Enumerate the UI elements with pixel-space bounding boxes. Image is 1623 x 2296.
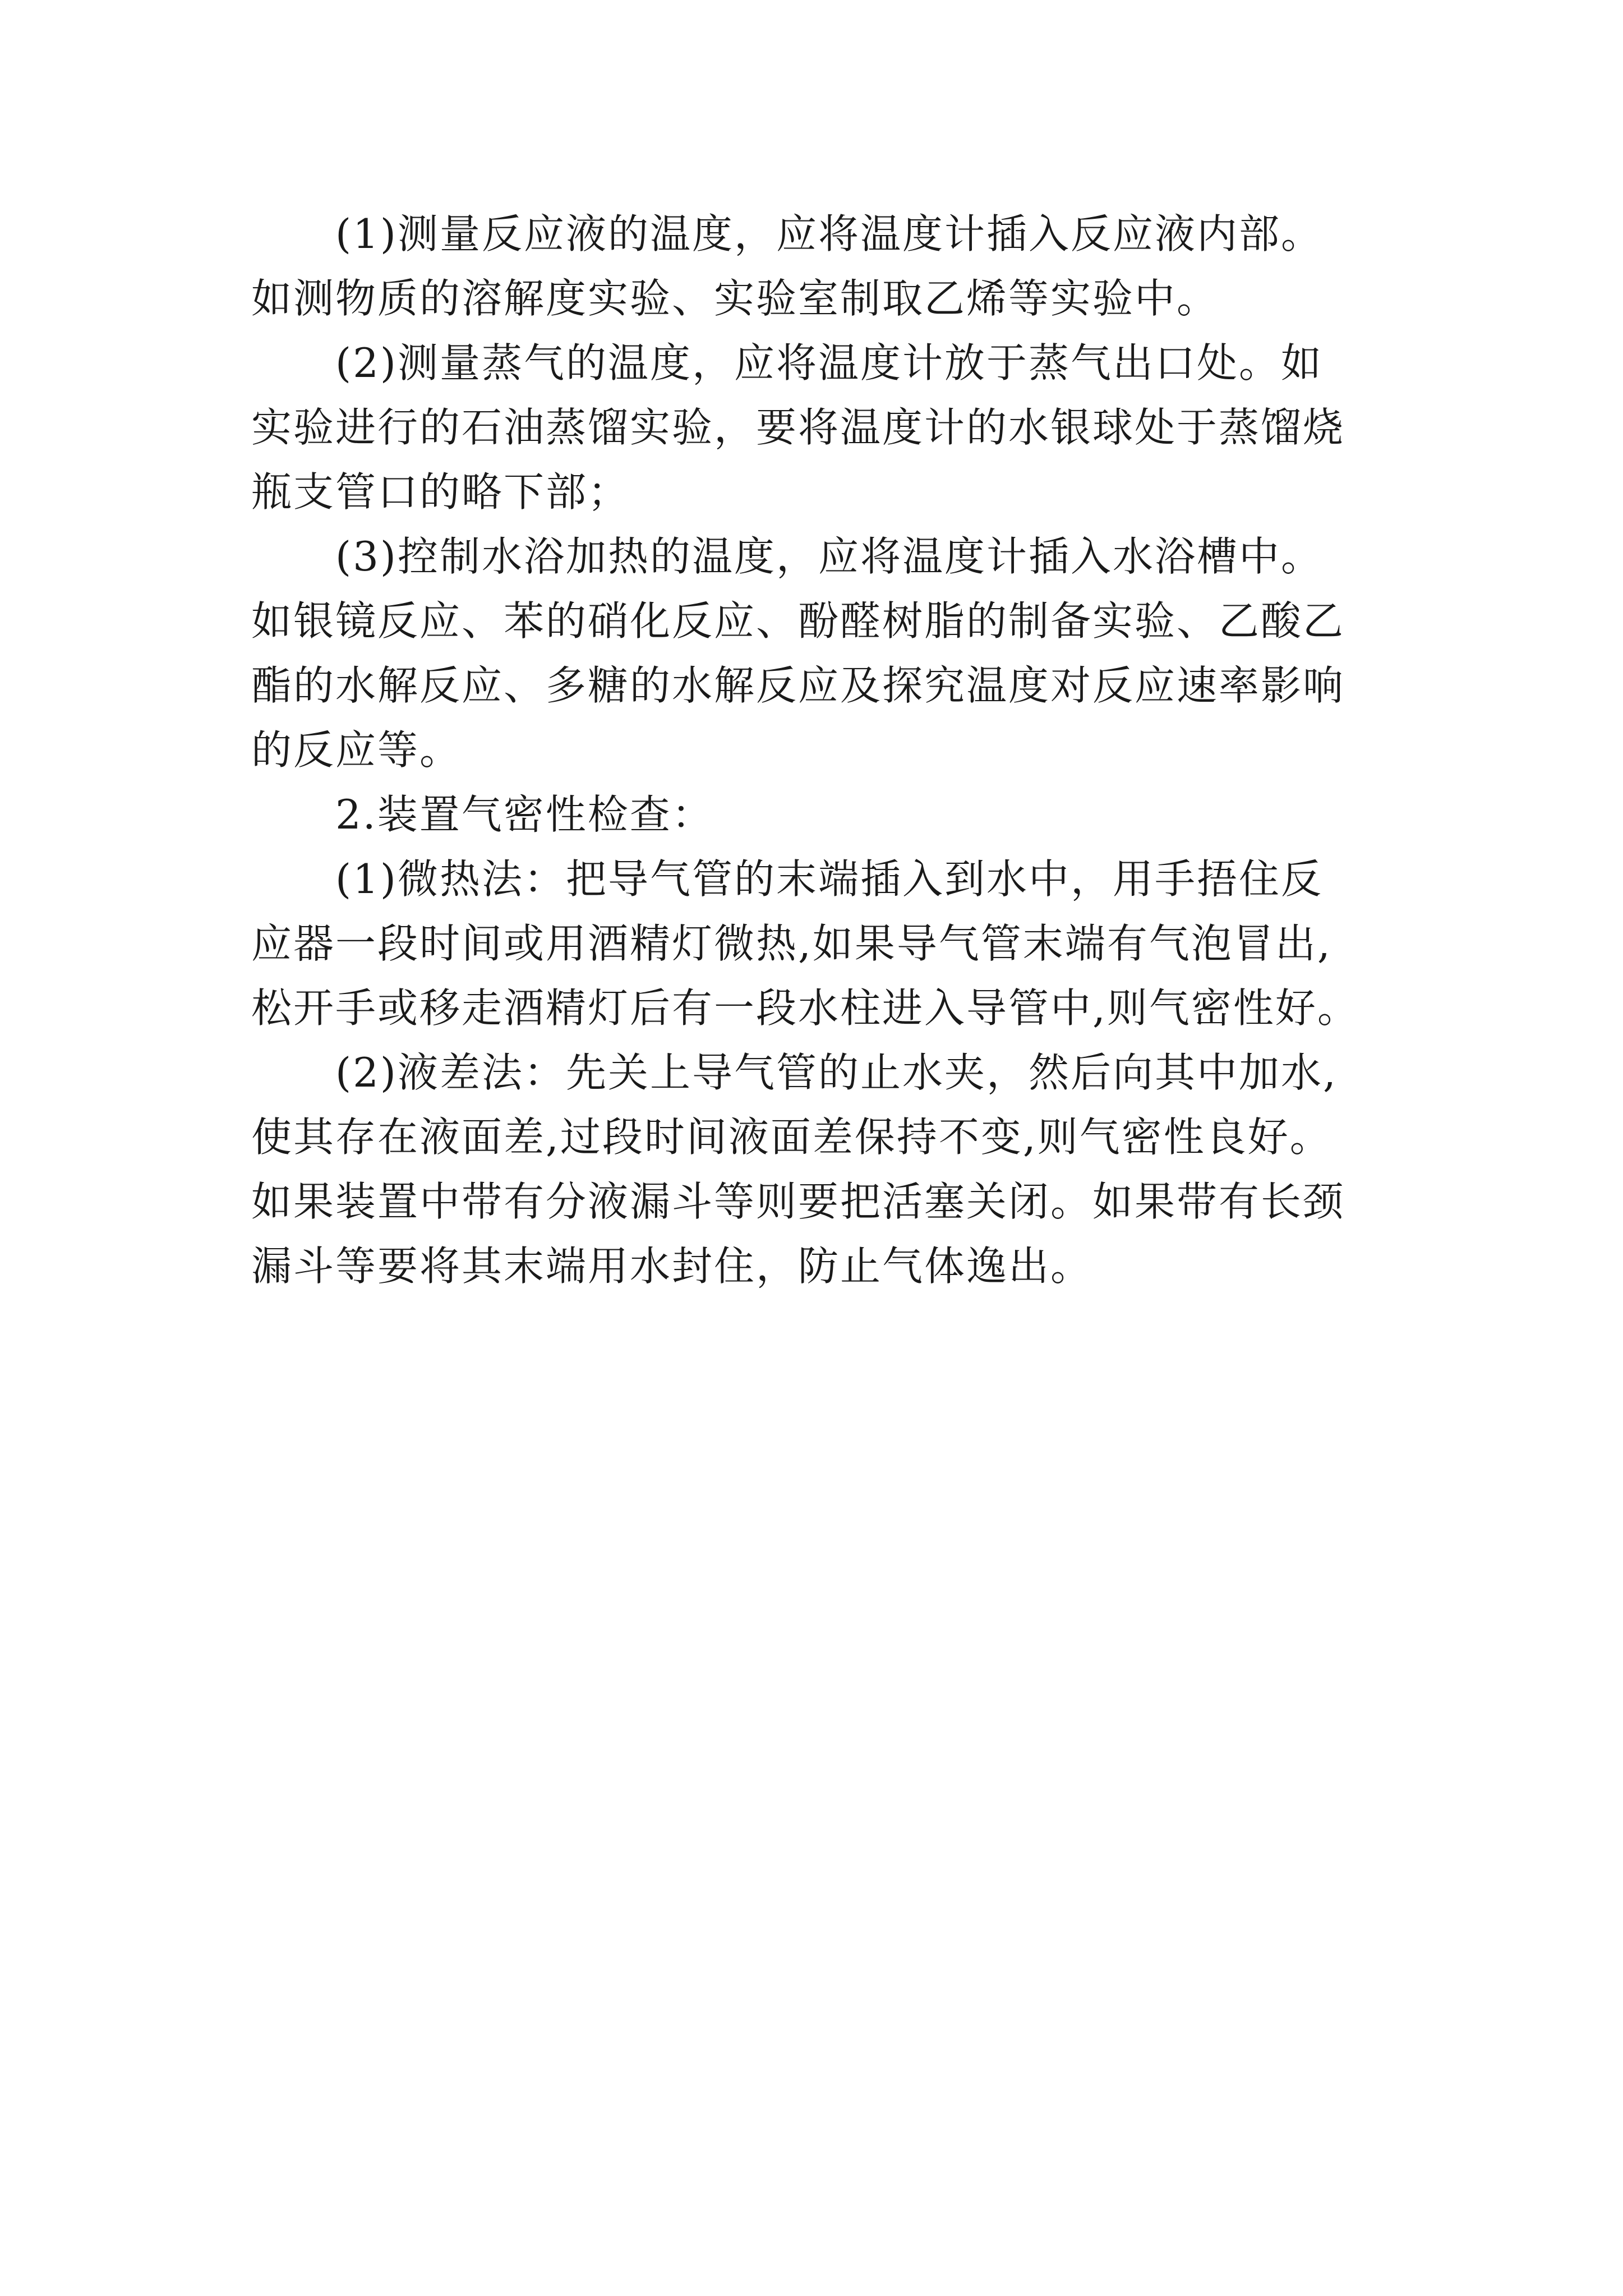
text-line: 如银镜反应、苯的硝化反应、酚醛树脂的制备实验、乙酸乙 <box>251 597 1345 645</box>
section-heading-airtightness-check <box>251 783 1387 847</box>
text-line: (1)测量反应液的温度，应将温度计插入反应液内部。 <box>335 210 1323 257</box>
paragraph-water-bath-temperature <box>251 524 1387 783</box>
paragraph-liquid-difference-method <box>251 1041 1387 1299</box>
paragraph-measure-liquid-temperature <box>251 202 1387 331</box>
text-line: 如测物质的溶解度实验、实验室制取乙烯等实验中。 <box>251 275 1219 322</box>
text-line: 酯的水解反应、多糖的水解反应及探究温度对反应速率影响 <box>251 662 1345 709</box>
text-line: (1)微热法：把导气管的末端插入到水中，用手捂住反 <box>335 855 1323 903</box>
document-body <box>251 202 1387 1299</box>
text-line: (2)液差法：先关上导气管的止水夹，然后向其中加水, <box>335 1049 1338 1096</box>
text-line: (3)控制水浴加热的温度，应将温度计插入水浴槽中。 <box>335 533 1323 580</box>
paragraph-measure-vapor-temperature <box>251 331 1387 524</box>
text-line: 如果装置中带有分液漏斗等则要把活塞关闭。如果带有长颈 <box>251 1178 1345 1225</box>
text-line: 应器一段时间或用酒精灯微热,如果导气管末端有气泡冒出, <box>251 920 1332 967</box>
paragraph-heating-method <box>251 847 1387 1041</box>
text-line: (2)测量蒸气的温度，应将温度计放于蒸气出口处。如 <box>335 339 1323 386</box>
text-line: 瓶支管口的略下部； <box>251 468 630 516</box>
text-line: 使其存在液面差,过段时间液面差保持不变,则气密性良好。 <box>251 1114 1332 1161</box>
text-line: 的反应等。 <box>251 726 462 774</box>
text-line: 松开手或移走酒精灯后有一段水柱进入导管中,则气密性好。 <box>251 984 1359 1032</box>
text-line: 漏斗等要将其末端用水封住，防止气体逸出。 <box>251 1243 1093 1290</box>
text-line: 2.装置气密性检查： <box>335 791 714 838</box>
text-line: 实验进行的石油蒸馏实验，要将温度计的水银球处于蒸馏烧 <box>251 404 1345 451</box>
